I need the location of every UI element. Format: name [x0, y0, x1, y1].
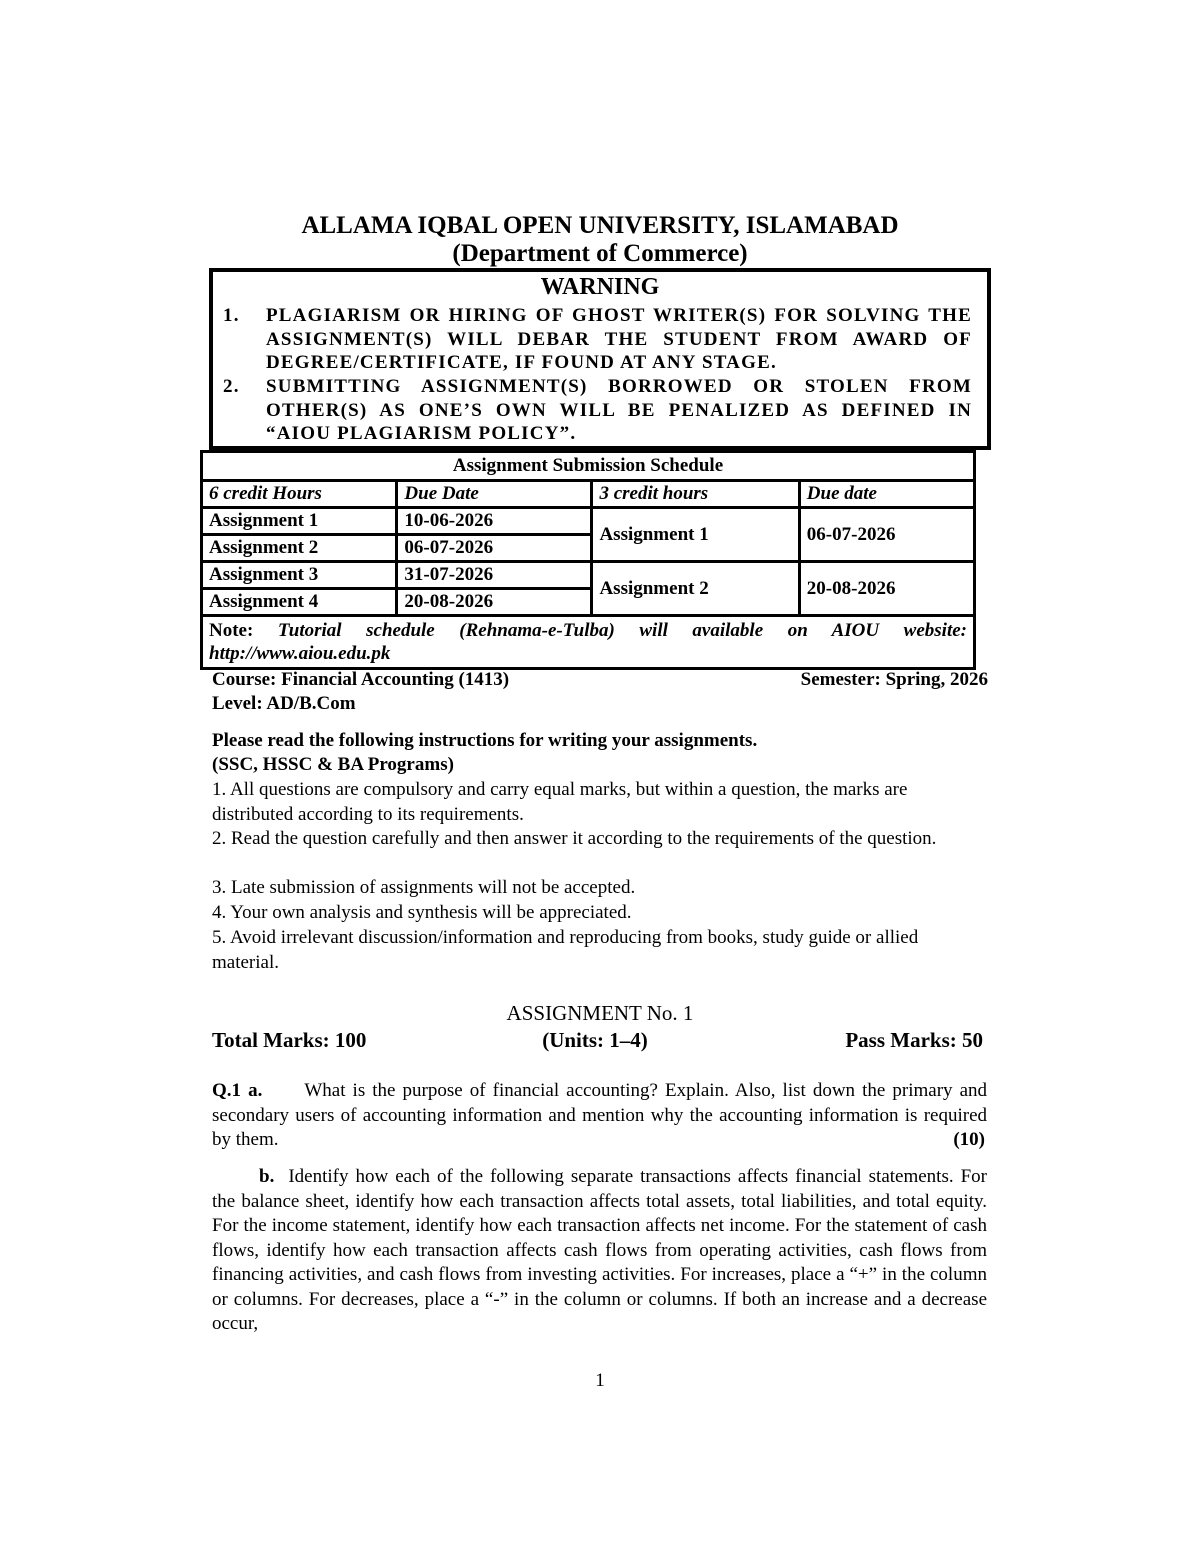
table-row	[202, 562, 975, 589]
column-header: Due date	[799, 481, 974, 508]
question-1a-label: Q.1 a.	[212, 1080, 263, 1101]
instruction-item: 5. Avoid irrelevant discussion/information and reproducing from books, study guide or allied material.	[212, 927, 919, 973]
table-row	[202, 452, 975, 481]
note-text: Tutorial schedule (Rehnama-e-Tulba) will available on AIOU website: http://www.aiou.edu.pk	[209, 620, 967, 664]
warning-item-1-number: 1.	[223, 305, 240, 326]
level	[212, 692, 356, 717]
question-1b	[212, 1165, 987, 1337]
question-1b-text: Identify how each of the following separate transactions affects financial statements. For the balance sheet, identify how each transaction affects total assets, total liabilities, and total equity. For the income statement, identify how each transaction affects net income. For the statement of cash flows, identify how each transaction affects cash flows from operating activities, cash flows from financing activities, and cash flows from investing activities. For increases, place a “+” in the column or columns. For decreases, place a “-” in the column or columns. If both an increase and a decrease occur,	[212, 1166, 987, 1334]
table-row	[202, 616, 975, 669]
column-header: Due Date	[397, 481, 592, 508]
assignment-name: Assignment 1	[592, 508, 799, 562]
level-label: Level:	[212, 693, 263, 714]
table-row	[202, 508, 975, 535]
note-label: Note:	[209, 620, 254, 641]
due-date: 20-08-2026	[799, 562, 974, 616]
due-date: 20-08-2026	[397, 589, 592, 616]
university-title: ALLAMA IQBAL OPEN UNIVERSITY, ISLAMABAD	[301, 212, 899, 239]
assignment-schedule-table	[200, 450, 976, 670]
units: (Units: 1–4)	[542, 1028, 648, 1052]
column-header: 3 credit hours	[592, 481, 799, 508]
instructions-programs: (SSC, HSSC & BA Programs)	[212, 754, 454, 775]
warning-item-2-text: SUBMITTING ASSIGNMENT(S) BORROWED OR STOLEN FROM OTHER(S) AS ONE’S OWN WILL BE PENALIZED AS DEFINED IN “AIOU PLAGIARISM POLICY”.	[266, 376, 972, 444]
assignment-title: ASSIGNMENT No. 1	[506, 1001, 694, 1025]
instructions-heading: Please read the following instructions for writing your assignments.	[212, 730, 758, 751]
due-date: 06-07-2026	[799, 508, 974, 562]
assignment-name: Assignment 4	[202, 589, 397, 616]
page-number: 1	[595, 1370, 605, 1391]
department-title: (Department of Commerce)	[452, 240, 748, 267]
assignment-name: Assignment 2	[202, 535, 397, 562]
pass-marks: Pass Marks: 50	[845, 1028, 983, 1052]
warning-title: WARNING	[540, 274, 660, 300]
question-1b-label: b.	[259, 1166, 275, 1187]
schedule-title: Assignment Submission Schedule	[202, 452, 975, 481]
level-value: AD/B.Com	[266, 693, 356, 714]
semester: Semester: Spring, 2026	[800, 669, 988, 690]
assignment-name: Assignment 1	[202, 508, 397, 535]
instruction-item: 1. All questions are compulsory and carry equal marks, but within a question, the marks are distributed according to its requirements.	[212, 779, 908, 825]
question-1a-text: What is the purpose of financial accounting? Explain. Also, list down the primary and secondary users of accounting information and mention why the accounting information is required by them.	[212, 1080, 988, 1150]
question-1a-marks: (10)	[953, 1129, 985, 1150]
assignment-name: Assignment 3	[202, 562, 397, 589]
question-1a	[212, 1079, 987, 1153]
warning-item-1-text: PLAGIARISM OR HIRING OF GHOST WRITER(S) FOR SOLVING THE ASSIGNMENT(S) WILL DEBAR THE STUDENT FROM AWARD OF DEGREE/CERTIFICATE, IF FOUND AT ANY STAGE.	[266, 305, 972, 373]
instruction-item: 3. Late submission of assignments will not be accepted.	[212, 877, 636, 898]
course-name: Course: Financial Accounting (1413)	[212, 669, 510, 690]
due-date: 06-07-2026	[397, 535, 592, 562]
instruction-item: 4. Your own analysis and synthesis will be appreciated.	[212, 902, 632, 923]
due-date: 10-06-2026	[397, 508, 592, 535]
due-date: 31-07-2026	[397, 562, 592, 589]
schedule-note	[202, 616, 975, 669]
warning-item-2-number: 2.	[223, 376, 240, 397]
total-marks: Total Marks: 100	[212, 1028, 367, 1052]
table-row	[202, 481, 975, 508]
warning-box	[209, 268, 991, 450]
column-header: 6 credit Hours	[202, 481, 397, 508]
assignment-name: Assignment 2	[592, 562, 799, 616]
instruction-item: 2. Read the question carefully and then answer it according to the requirements of the question.	[212, 828, 937, 849]
